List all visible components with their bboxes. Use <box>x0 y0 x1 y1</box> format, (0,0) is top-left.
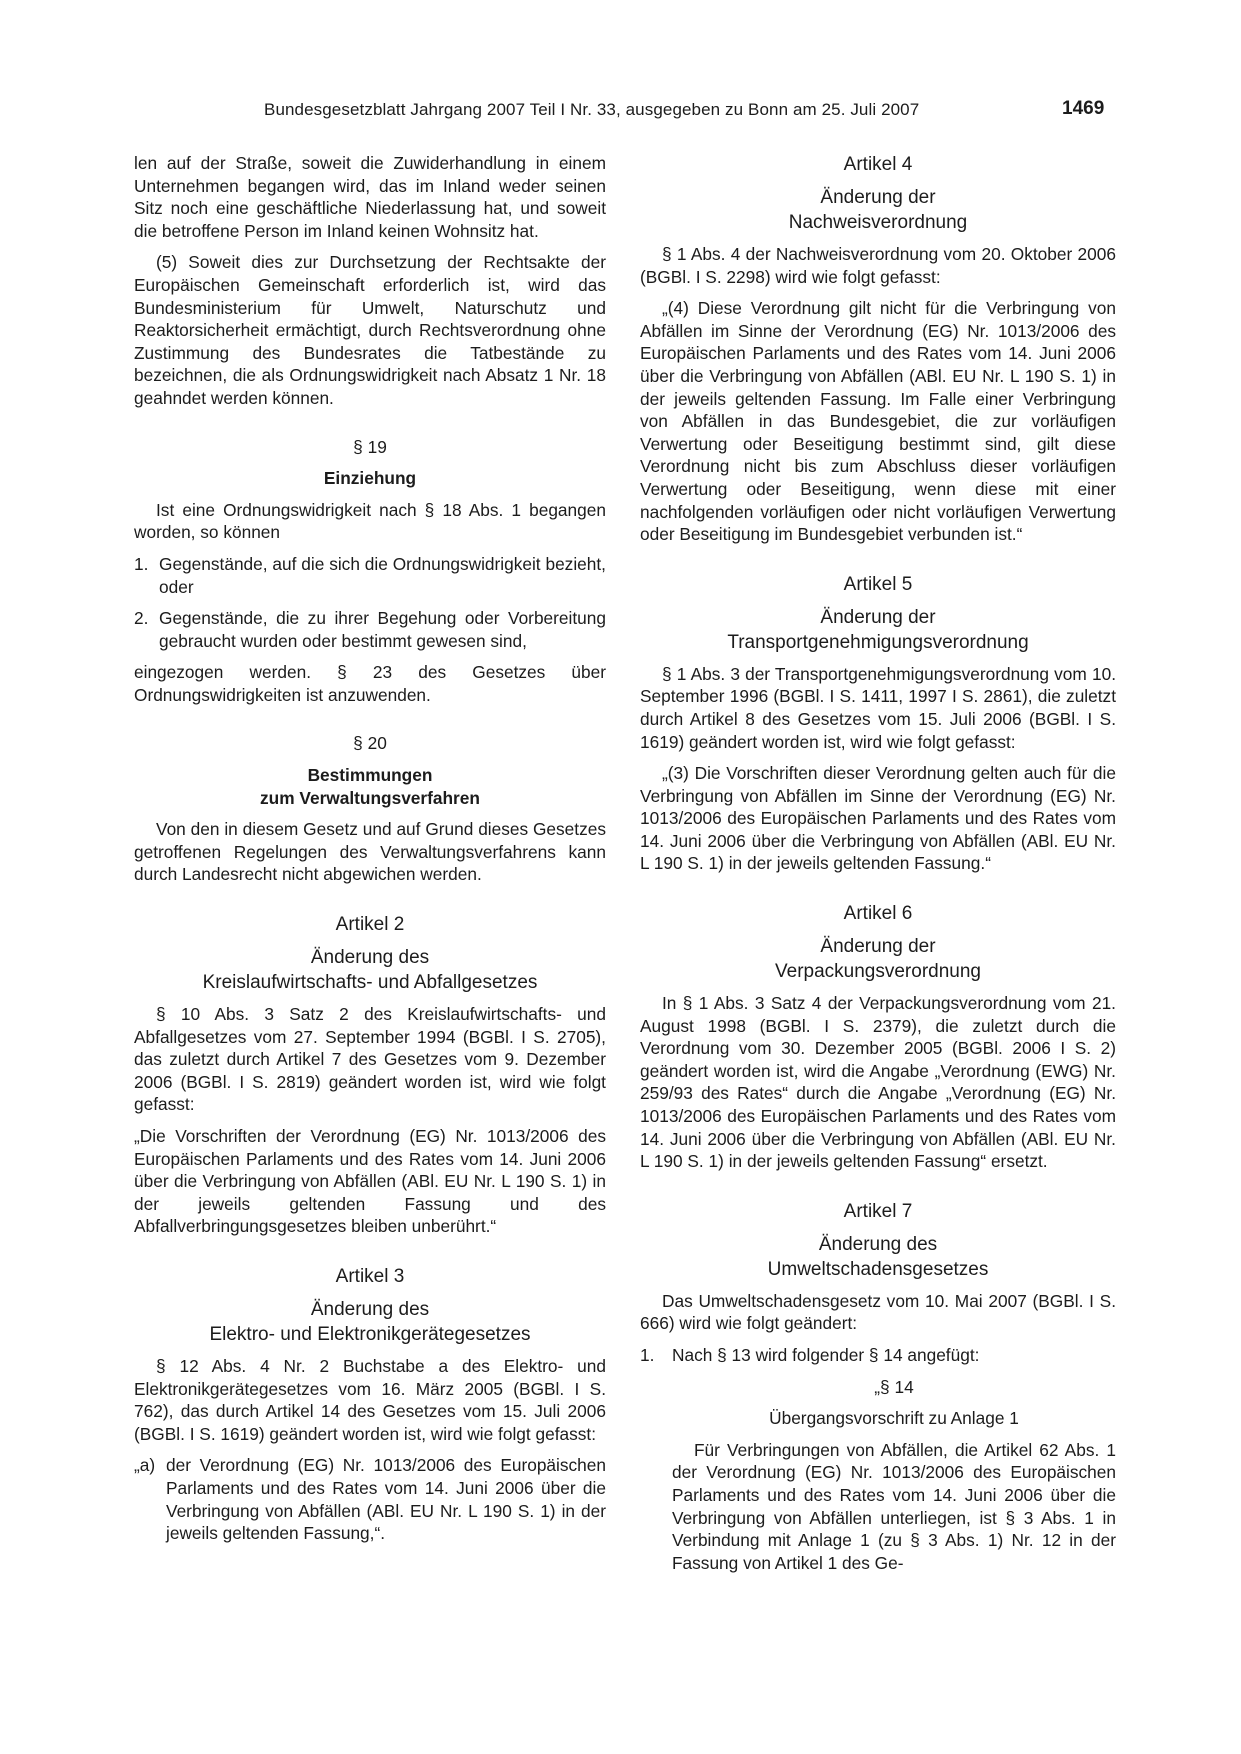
article-title-line-1: Änderung der <box>820 936 936 958</box>
artikel-2 <box>134 912 606 1238</box>
article-text: In § 1 Abs. 3 Satz 4 der Verpackungsverordnung vom 21. August 1998 (BGBl. I S. 2379), die zuletzt durch die Verordnung vom 30. Dezember 2005 (BGBl. 2006 I S. 2) geändert worden ist, wird die Angabe „Verordnung (EWG) Nr. 259/93 des Rates“ durch die Angabe „Verordnung (EG) Nr. 1013/2006 des Europäischen Parlaments und des Rates vom 14. Juni 2006 über die Verbringung von Abfällen (ABl. EU Nr. L 190 S. 1) in der jeweils geltenden Fassung“ ersetzt. <box>640 993 1116 1172</box>
list-item-text: Nach § 13 wird folgender § 14 angefügt: <box>672 1345 980 1365</box>
article-number: Artikel 5 <box>843 573 913 595</box>
article-title <box>640 185 1116 235</box>
carryover-paragraph: len auf der Straße, soweit die Zuwiderhandlung in einem Unternehmen begangen wird, das im Inland weder seinen Sitz noch eine geschäftliche Niederlassung hat, und soweit die betroffene Person im Inland keinen Wohnsitz hat. <box>134 153 606 241</box>
list-item-text: Gegenstände, auf die sich die Ordnungswidrigkeit bezieht, oder <box>159 553 606 597</box>
running-title: Bundesgesetzblatt Jahrgang 2007 Teil I Nr. 33, ausgegeben zu Bonn am 25. Juli 2007 <box>264 100 920 119</box>
artikel-6 <box>640 901 1116 1173</box>
article-quote: „(4) Diese Verordnung gilt nicht für die Verbringung von Abfällen im Sinne der Verordnung (EG) Nr. 1013/2006 des Europäischen Parlaments und des Rates vom 14. Juni 2006 über die Verbringung von Abfällen (ABl. EU Nr. L 190 S. 1) in der jeweils geltenden Fassung. Im Falle einer Verbringung von Abfällen in das Bundesgebiet, die zur vorläufigen Verwertung oder Beseitigung bestimmt sind, gilt diese Verordnung nicht bis zum Abschluss dieser vorläufigen Verwertung oder Beseitigung, wenn diese mit einer nachfolgenden vorläufigen oder nicht vorläufigen Verwertung oder Beseitigung im Bundesgebiet verbunden ist.“ <box>640 298 1116 545</box>
article-title-line-1: Änderung des <box>310 1298 430 1320</box>
section-title-line-2: zum Verwaltungsverfahren <box>260 787 480 808</box>
article-title-line-2: Verpackungsverordnung <box>775 961 981 983</box>
section-title-line-1: Bestimmungen <box>307 765 433 786</box>
list-item-number: 1. <box>134 553 149 574</box>
subsection-number: „§ 14 <box>874 1376 914 1397</box>
section-title <box>134 764 606 809</box>
article-quote: „Die Vorschriften der Verordnung (EG) Nr. 1013/2006 des Europäischen Parlaments und des Rates vom 14. Juni 2006 über die Verbringung von Abfällen (ABl. EU Nr. L 190 S. 1) in der jeweils geltenden Fassung und des Abfallverbringungsgesetzes bleiben unberührt.“ <box>134 1126 606 1237</box>
article-text: § 10 Abs. 3 Satz 2 des Kreislaufwirtschafts- und Abfallgesetzes vom 27. September 1994 (BGBl. I S. 2705), das zuletzt durch Artikel 7 des Gesetzes vom 9. Dezember 2006 (BGBl. I S. 2819) geändert worden ist, wird wie folgt gefasst: <box>134 1004 606 1115</box>
section-number: § 19 <box>353 436 387 457</box>
section-title: Einziehung <box>323 468 417 489</box>
page-header <box>0 100 1241 126</box>
subsection-text: Für Verbringungen von Abfällen, die Artikel 62 Abs. 1 der Verordnung (EG) Nr. 1013/2006 des Europäischen Parlaments und des Rates vom 14. Juni 2006 über die Verbringung von Abfällen unterliegen, ist § 3 Abs. 1 in Verbindung mit Anlage 1 (zu § 3 Abs. 1) Nr. 12 in der Fassung von Artikel 1 des Ge- <box>672 1439 1116 1573</box>
article-title <box>134 945 606 995</box>
article-text: § 12 Abs. 4 Nr. 2 Buchstabe a des Elektro- und Elektronikgerätegesetzes vom 16. März 2005 (BGBl. I S. 762), das durch Artikel 14 des Gesetzes vom 15. Juli 2006 (BGBl. I S. 1619) geändert worden ist, wird wie folgt gefasst: <box>134 1355 606 1444</box>
section-text: Von den in diesem Gesetz und auf Grund dieses Gesetzes getroffenen Regelungen des Verwaltungsverfahrens kann durch Landesrecht nicht abgewichen werden. <box>134 819 606 885</box>
article-title-line-2: Kreislaufwirtschafts- und Abfallgesetzes <box>202 972 538 994</box>
article-text: § 1 Abs. 3 der Transportgenehmigungsverordnung vom 10. September 1996 (BGBl. I S. 1411, 1997 I S. 2861), die zuletzt durch Artikel 8 des Gesetzes vom 15. Juli 2006 (BGBl. I S. 1619) geändert worden ist, wird wie folgt gefasst: <box>640 663 1116 752</box>
article-title-line-2: Elektro- und Elektronikgerätegesetzes <box>209 1323 531 1345</box>
list-item <box>640 1344 1116 1367</box>
subsection-title: Übergangsvorschrift zu Anlage 1 <box>769 1408 1019 1429</box>
article-number: Artikel 7 <box>843 1200 913 1222</box>
article-quote: „(3) Die Vorschriften dieser Verordnung gelten auch für die Verbringung von Abfällen im Sinne der Verordnung (EG) Nr. 1013/2006 des Europäischen Parlaments und des Rates vom 14. Juni 2006 über die Verbringung von Abfällen (ABl. EU Nr. L 190 S. 1) in der jeweils geltenden Fassung.“ <box>640 763 1116 874</box>
page-number: 1469 <box>1062 98 1105 119</box>
section-20 <box>134 732 606 886</box>
section-number: § 20 <box>353 733 387 754</box>
right-column <box>640 152 1116 1583</box>
artikel-3 <box>134 1264 606 1545</box>
article-text: Das Umweltschadensgesetz vom 10. Mai 2007 (BGBl. I S. 666) wird wie folgt geändert: <box>640 1290 1116 1334</box>
list-item-text: Gegenstände, die zu ihrer Begehung oder Vorbereitung gebraucht wurden oder bestimmt gewesen sind, <box>159 608 606 651</box>
list-item-number: 2. <box>134 608 149 629</box>
artikel-5 <box>640 572 1116 875</box>
left-column <box>134 152 606 1554</box>
article-title <box>134 1297 606 1347</box>
article-title <box>640 605 1116 655</box>
article-title-line-2: Transportgenehmigungsverordnung <box>727 631 1029 653</box>
list-item-number: 1. <box>640 1345 655 1365</box>
article-number: Artikel 3 <box>335 1265 405 1287</box>
article-number: Artikel 2 <box>335 914 405 936</box>
article-title-line-1: Änderung des <box>310 947 430 969</box>
article-title <box>640 1232 1116 1282</box>
article-number: Artikel 4 <box>843 154 913 175</box>
list-item <box>134 553 606 598</box>
article-title <box>640 934 1116 984</box>
article-title-line-2: Nachweisverordnung <box>788 212 968 233</box>
section-19 <box>134 436 606 707</box>
article-text: § 1 Abs. 4 der Nachweisverordnung vom 20. Oktober 2006 (BGBl. I S. 2298) wird wie folgt gefasst: <box>640 244 1116 287</box>
list-item <box>134 1454 606 1544</box>
section-intro: Ist eine Ordnungswidrigkeit nach § 18 Abs. 1 begangen worden, so können <box>134 499 606 543</box>
section-closing: eingezogen werden. § 23 des Gesetzes über Ordnungswidrigkeiten ist anzuwenden. <box>134 662 606 705</box>
paragraph-abs-5: (5) Soweit dies zur Durchsetzung der Rechtsakte der Europäischen Gemeinschaft erforderlich ist, wird das Bundesministerium für Umwelt, Naturschutz und Reaktorsicherheit ermächtigt, durch Rechtsverordnung ohne Zustimmung des Bundesrates die Tatbestände zu bezeichnen, die als Ordnungswidrigkeit nach Absatz 1 Nr. 18 geahndet werden können. <box>134 252 606 408</box>
article-title-line-2: Umweltschadensgesetzes <box>767 1258 989 1280</box>
article-title-line-1: Änderung der <box>820 606 936 628</box>
article-title-line-1: Änderung der <box>820 187 936 208</box>
list-item-number: „a) <box>134 1455 156 1476</box>
artikel-4 <box>640 152 1116 546</box>
article-title-line-1: Änderung des <box>818 1233 938 1255</box>
list-item-text: der Verordnung (EG) Nr. 1013/2006 des Europäischen Parlaments und des Rates vom 14. Juni 2006 über die Verbringung von Abfällen (ABl. EU Nr. L 190 S. 1) in der jeweils geltenden Fassung,“. <box>166 1455 606 1544</box>
artikel-7 <box>640 1199 1116 1575</box>
list-item <box>134 607 606 652</box>
article-number: Artikel 6 <box>843 903 913 925</box>
